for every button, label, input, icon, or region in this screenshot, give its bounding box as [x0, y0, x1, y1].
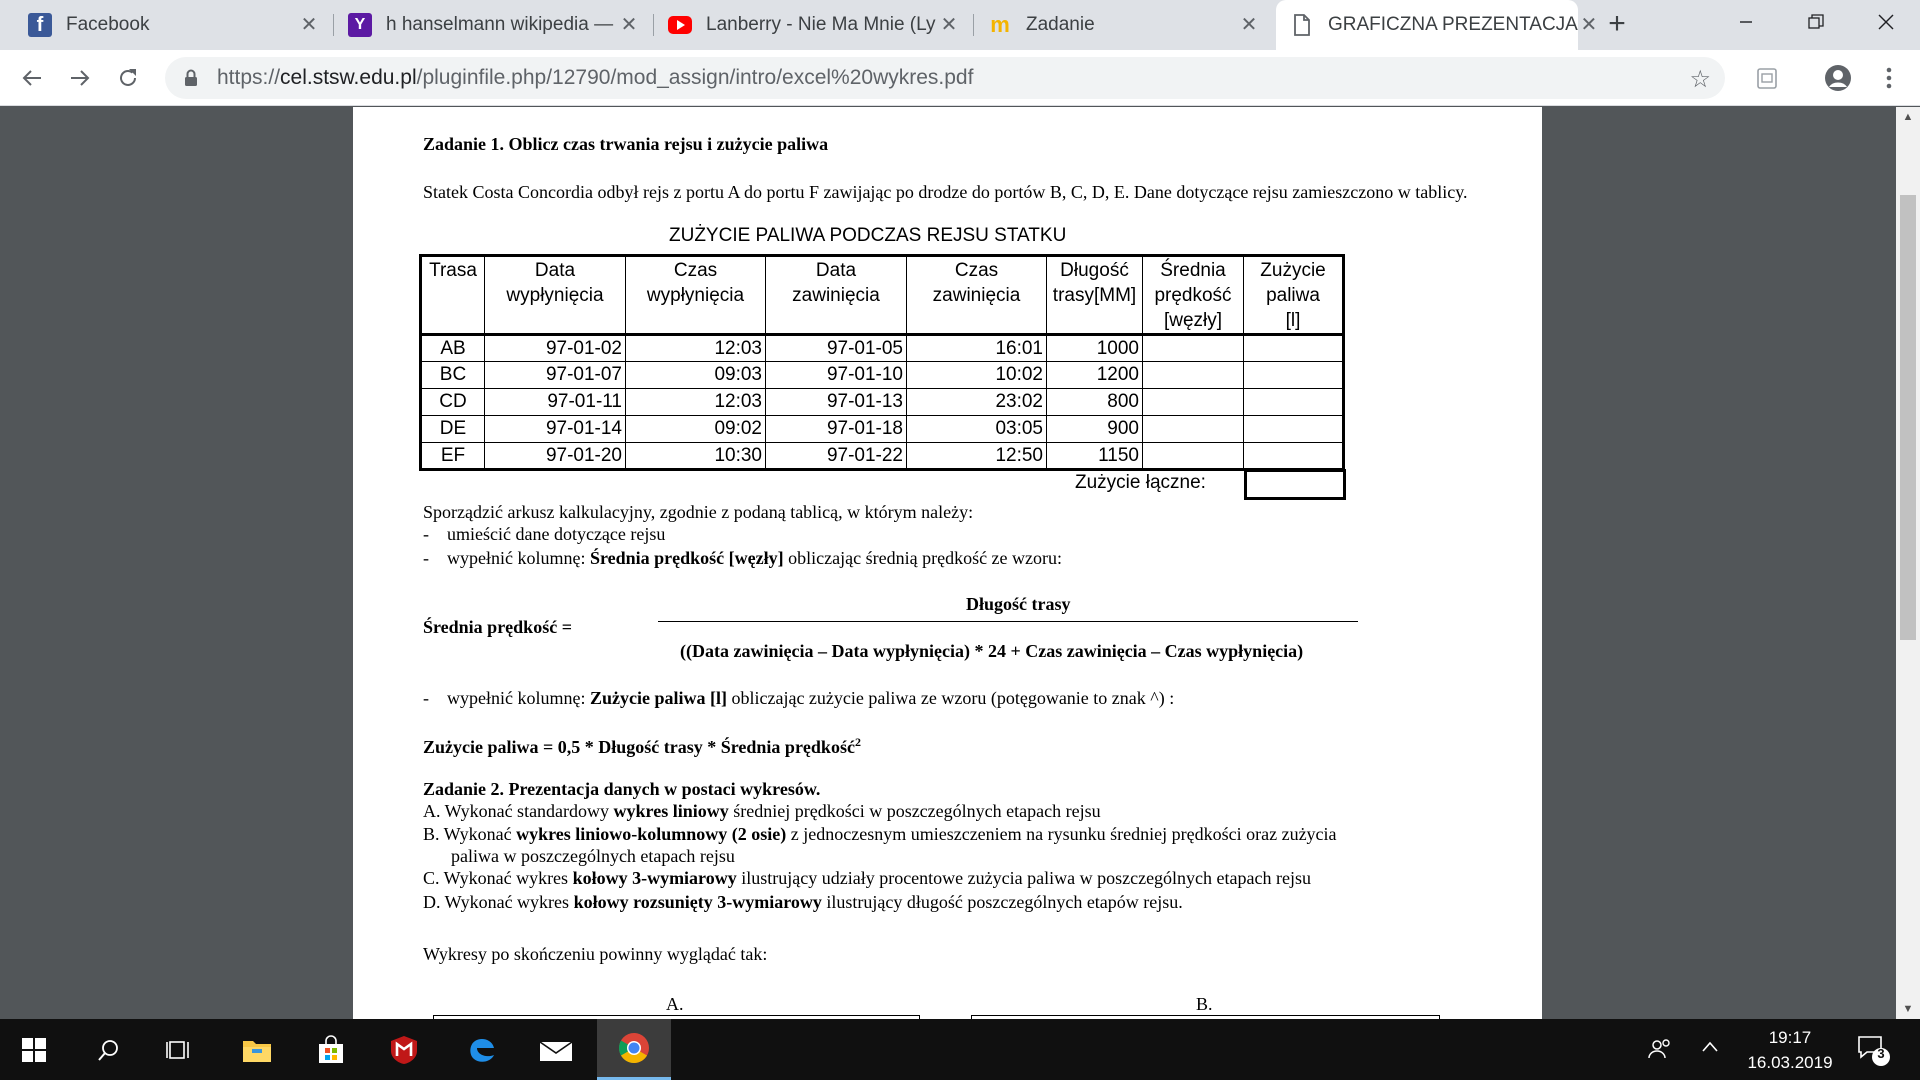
table-cell: 09:02	[626, 416, 766, 443]
header-data-zawiniecia	[766, 256, 907, 335]
tab-title: h hanselmann wikipedia —	[386, 14, 614, 35]
table-cell: BC	[421, 362, 485, 389]
scroll-up-icon[interactable]: ▲	[1902, 111, 1914, 123]
table-cell: 10:02	[907, 362, 1047, 389]
back-icon[interactable]	[14, 60, 50, 96]
header-text: [węzły]	[1163, 310, 1223, 331]
table-cell: 12:50	[907, 443, 1047, 470]
header-text: trasy[MM]	[1052, 285, 1137, 306]
store-icon[interactable]	[297, 1019, 365, 1080]
table-cell: 97-01-18	[766, 416, 907, 443]
bullet-text: wypełnić kolumnę:	[447, 688, 590, 708]
table-cell: 16:01	[907, 335, 1047, 362]
item-text: ilustrujący udziały procentowe zużycia paliwa w poszczególnych etapach rejsu	[736, 868, 1311, 888]
table-cell: EF	[421, 443, 485, 470]
url-scheme: https://	[217, 66, 281, 89]
table-cell: 12:03	[626, 389, 766, 416]
bullet-bold-text: Średnia prędkość [węzły]	[589, 548, 784, 568]
people-icon[interactable]	[1648, 1037, 1672, 1067]
extension-icon[interactable]	[1752, 63, 1782, 93]
table-cell: DE	[421, 416, 485, 443]
table-cell	[1143, 416, 1244, 443]
close-tab-icon[interactable]: ✕	[620, 14, 638, 36]
item-text: z jednoczesnym umieszczeniem na rysunku średniej prędkości oraz zużycia	[786, 824, 1337, 844]
table-cell	[1143, 362, 1244, 389]
header-text: Czas	[954, 260, 999, 281]
header-data-wyplyniecia	[485, 256, 626, 335]
browser-toolbar	[0, 50, 1920, 106]
facebook-icon: f	[28, 13, 52, 37]
formula-fraction-line	[658, 621, 1358, 622]
header-czas-zawiniecia	[907, 256, 1047, 335]
tab-youtube[interactable]	[654, 0, 974, 50]
bookmark-star-icon[interactable]: ☆	[1689, 66, 1711, 93]
chrome-taskbar-icon[interactable]	[597, 1019, 671, 1080]
header-text: paliwa	[1266, 285, 1320, 306]
table-cell: 09:03	[626, 362, 766, 389]
tab-title: Lanberry - Nie Ma Mnie (Ly	[706, 14, 936, 35]
bullet-text: obliczając średnią prędkość ze wzoru:	[783, 548, 1063, 568]
instructions-intro: Sporządzić arkusz kalkulacyjny, zgodnie z podaną tablicą, w którym należy:	[423, 502, 974, 522]
windows-taskbar	[0, 1019, 1920, 1080]
bullet-text: umieścić dane dotyczące rejsu	[447, 524, 666, 544]
tab-zadanie[interactable]	[974, 0, 1274, 50]
formula-lhs: Średnia prędkość =	[423, 617, 572, 637]
item-bold-text: wykres liniowo-kolumnowy (2 osie)	[516, 824, 787, 844]
table-cell	[1244, 443, 1344, 470]
chrome-menu-icon[interactable]	[1874, 63, 1904, 93]
tray-chevron-up-icon[interactable]	[1700, 1037, 1720, 1063]
action-center-icon[interactable]	[1856, 1033, 1890, 1073]
moodle-icon: m	[990, 12, 1010, 37]
document-icon	[1290, 13, 1314, 37]
header-text: zawinięcia	[792, 285, 880, 306]
charts-intro: Wykresy po skończeniu powinny wyglądać tak:	[423, 944, 768, 964]
edge-icon[interactable]	[448, 1019, 516, 1080]
header-zuzycie-paliwa	[1244, 256, 1344, 335]
task-view-icon[interactable]	[145, 1019, 213, 1080]
header-trasa	[421, 256, 485, 335]
bullet-item-2: - wypełnić kolumnę: Średnia prędkość [węzły] obliczając średnią prędkość ze wzoru:	[423, 548, 1063, 568]
file-explorer-icon[interactable]	[223, 1019, 291, 1080]
tab-facebook[interactable]	[14, 0, 334, 50]
table-cell: 97-01-14	[485, 416, 626, 443]
table-cell	[1143, 389, 1244, 416]
item-bold-text: kołowy rozsunięty 3-wymiarowy	[573, 892, 822, 912]
header-text: [l]	[1285, 310, 1301, 331]
url-host: cel.stsw.edu.pl	[280, 66, 417, 89]
table-cell	[1244, 335, 1344, 362]
table-cell	[1143, 335, 1244, 362]
header-text: Data	[815, 260, 857, 281]
item-text: C. Wykonać wykres	[423, 868, 573, 888]
task1-heading: Zadanie 1. Oblicz czas trwania rejsu i zużycie paliwa	[423, 134, 829, 154]
close-tab-icon[interactable]: ✕	[300, 14, 318, 36]
formula-numerator: Długość trasy	[966, 594, 1071, 614]
task2-item-d	[423, 891, 1183, 913]
table-cell: CD	[421, 389, 485, 416]
tab-title: Zadanie	[1026, 14, 1095, 35]
table-header-row	[421, 256, 1344, 335]
search-icon[interactable]	[75, 1019, 143, 1080]
table-row	[421, 362, 1344, 389]
new-tab-icon[interactable]: +	[1608, 7, 1626, 40]
youtube-icon	[668, 13, 692, 37]
table-cell: 1200	[1047, 362, 1143, 389]
header-text: Zużycie	[1260, 260, 1326, 281]
table-cell: 1000	[1047, 335, 1143, 362]
item-text: A. Wykonać standardowy	[423, 801, 614, 821]
bullet-text: obliczając zużycie paliwa ze wzoru (potęgowanie to znak ^) :	[726, 688, 1175, 708]
table-cell: 900	[1047, 416, 1143, 443]
formula-fuel-text: Zużycie paliwa = 0,5 * Długość trasy * Średnia prędkość	[423, 737, 855, 757]
table-cell: 1150	[1047, 443, 1143, 470]
mcafee-icon[interactable]	[370, 1019, 438, 1080]
item-bold-text: kołowy 3-wymiarowy	[572, 868, 737, 888]
table-cell: 23:02	[907, 389, 1047, 416]
formula-fuel	[423, 731, 861, 758]
table-cell	[1143, 443, 1244, 470]
header-text: Czas	[673, 260, 718, 281]
tab-graficzna-prezentacja[interactable]	[1276, 0, 1598, 50]
close-window-icon[interactable]	[1856, 0, 1916, 44]
close-tab-icon[interactable]: ✕	[940, 14, 958, 36]
close-tab-icon[interactable]: ✕	[1580, 14, 1598, 36]
total-label: Zużycie łączne:	[1075, 472, 1206, 493]
task2-item-c	[423, 867, 1311, 889]
scrollbar-thumb[interactable]	[1900, 195, 1916, 640]
header-srednia-predkosc	[1143, 256, 1244, 335]
windows-start-icon[interactable]	[0, 1019, 68, 1080]
tab-title: GRAFICZNA PREZENTACJA	[1328, 14, 1578, 35]
header-text: Średnia	[1160, 260, 1226, 281]
bullet-item-1: - umieścić dane dotyczące rejsu	[423, 524, 666, 544]
pdf-viewer[interactable]	[0, 107, 1920, 1019]
table-cell	[1244, 362, 1344, 389]
header-text: wypłynięcia	[506, 285, 604, 306]
header-text: Data	[534, 260, 576, 281]
fuel-table	[419, 254, 1345, 471]
item-text: D. Wykonać wykres	[423, 892, 574, 912]
close-tab-icon[interactable]: ✕	[1240, 14, 1258, 36]
task2-heading: Zadanie 2. Prezentacja danych w postaci wykresów.	[423, 779, 821, 799]
bullet-item-3: - wypełnić kolumnę: Zużycie paliwa [l] obliczając zużycie paliwa ze wzoru (potęgowanie to znak ^) :	[423, 688, 1175, 708]
formula-denominator: ((Data zawinięcia – Data wypłynięcia) * 24 + Czas zawinięcia – Czas wypłynięcia)	[680, 641, 1304, 661]
header-text: prędkość	[1154, 285, 1232, 306]
table-cell: 800	[1047, 389, 1143, 416]
tab-title: Facebook	[66, 14, 150, 35]
table-row	[421, 443, 1344, 470]
system-clock[interactable]	[1742, 1025, 1838, 1075]
table-cell: 97-01-11	[485, 389, 626, 416]
table-cell: 03:05	[907, 416, 1047, 443]
address-bar[interactable]	[165, 57, 1725, 99]
table-cell: 97-01-07	[485, 362, 626, 389]
vertical-scrollbar[interactable]	[1896, 107, 1920, 1019]
table-row	[421, 389, 1344, 416]
clock-date: 16.03.2019	[1747, 1053, 1833, 1072]
yahoo-icon: Y	[348, 13, 372, 37]
header-text: Trasa	[429, 260, 477, 281]
notification-count: 3	[1877, 1046, 1885, 1061]
table-row	[421, 335, 1344, 362]
tab-yahoo-search[interactable]	[334, 0, 654, 50]
forward-icon[interactable]	[62, 60, 98, 96]
url-path: /pluginfile.php/12790/mod_assign/intro/excel%20wykres.pdf	[416, 66, 974, 89]
table-cell	[1244, 389, 1344, 416]
table-cell: 12:03	[626, 335, 766, 362]
intro-paragraph: Statek Costa Concordia odbył rejs z portu A do portu F zawijając po drodze do portów B, C, D, E. Dane dotyczące rejsu zamieszczono w tablicy.	[423, 182, 1468, 202]
table-caption: ZUŻYCIE PALIWA PODCZAS REJSU STATKU	[669, 225, 1067, 246]
task2-item-a	[423, 800, 1101, 822]
header-text: Długość	[1060, 260, 1129, 281]
table-cell	[1244, 416, 1344, 443]
chart-label-a: A.	[666, 994, 684, 1014]
item-text: ilustrujący długość poszczególnych etapów rejsu.	[821, 892, 1183, 912]
table-cell: AB	[421, 335, 485, 362]
url-text	[217, 66, 973, 90]
table-cell: 97-01-13	[766, 389, 907, 416]
header-text: zawinięcia	[932, 285, 1021, 306]
lock-icon[interactable]	[181, 68, 201, 88]
table-row	[421, 416, 1344, 443]
table-cell: 97-01-10	[766, 362, 907, 389]
chart-label-b: B.	[1196, 994, 1213, 1014]
total-value-cell	[1244, 469, 1346, 500]
header-dlugosc-trasy	[1047, 256, 1143, 335]
table-cell: 97-01-22	[766, 443, 907, 470]
profile-avatar-icon[interactable]	[1823, 63, 1853, 93]
formula-fuel-exponent: 2	[854, 735, 861, 749]
restore-icon[interactable]	[1786, 0, 1846, 44]
item-text: B. Wykonać	[423, 824, 517, 844]
table-cell: 97-01-05	[766, 335, 907, 362]
clock-time: 19:17	[1768, 1028, 1812, 1047]
tab-strip	[0, 0, 1920, 50]
table-cell: 97-01-20	[485, 443, 626, 470]
reload-icon[interactable]	[110, 60, 146, 96]
table-cell: 97-01-02	[485, 335, 626, 362]
header-czas-wyplyniecia	[626, 256, 766, 335]
scroll-down-icon[interactable]: ▼	[1902, 1003, 1914, 1015]
bullet-bold-text: Zużycie paliwa [l]	[589, 688, 727, 708]
bullet-text: wypełnić kolumnę:	[447, 548, 590, 568]
item-bold-text: wykres liniowy	[613, 801, 729, 821]
table-cell: 10:30	[626, 443, 766, 470]
mail-icon[interactable]	[522, 1019, 590, 1080]
task2-item-b	[423, 823, 1470, 845]
pdf-page	[353, 107, 1542, 1019]
task2-item-b-continuation: paliwa w poszczególnych etapach rejsu	[451, 846, 735, 866]
item-text: średniej prędkości w poszczególnych etapach rejsu	[728, 801, 1101, 821]
minimize-icon[interactable]	[1716, 0, 1776, 44]
header-text: wypłynięcia	[646, 285, 745, 306]
